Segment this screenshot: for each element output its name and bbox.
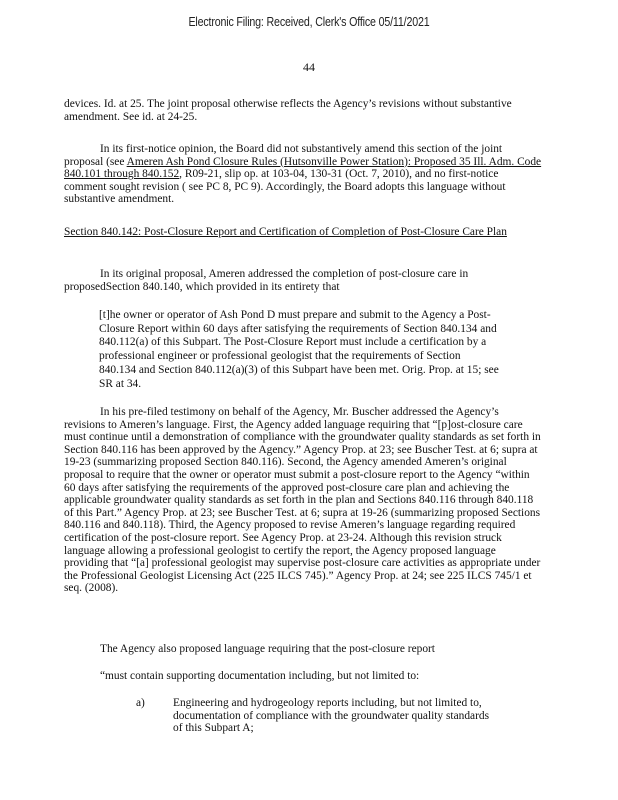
- section-heading: Section 840.142: Post-Closure Report and Certification of Completion of Post-Closure Care Plan: [64, 226, 507, 238]
- paragraph-continuation: devices. Id. at 25. The joint proposal otherwise reflects the Agency’s revisions without substantive amendment. See id. at 24-25.: [64, 98, 512, 123]
- case-citation: Ameren Ash Pond Closure Rules (Hutsonville Power Station): Proposed 35 Ill. Adm. Code 840.101 through 840.152: [64, 155, 542, 181]
- paragraph-agency-proposed: The Agency also proposed language requiring that the post-closure report: [100, 643, 435, 655]
- block-quote: [t]he owner or operator of Ash Pond D must prepare and submit to the Agency a Post-Closure Report within 60 days after satisfying the requirements of Section 840.134 and 840.112(a) of this Subpart. The Post-Closure Report must include a certification by a professional engineer or professional geologist that the requirements of Section 840.134 and Section 840.112(a)(3) of this Subpart have been met. Orig. Prop. at 15; see SR at 34.: [99, 309, 499, 390]
- electronic-filing-stamp: Electronic Filing: Received, Clerk's Office 05/11/2021: [188, 14, 430, 29]
- quote-lead-in: “must contain supporting documentation including, but not limited to:: [100, 670, 420, 682]
- paragraph-first-notice-tail: , R09-21, slip op. at 103-04, 130-31 (Oct. 7, 2010), and no first-notice comment sought revision ( see PC 8, PC 9). Accordingly, the Board adopts this language without substantive amendment.: [64, 168, 506, 206]
- list-item-label: a): [136, 697, 145, 709]
- page-number: 44: [303, 60, 315, 74]
- paragraph-first-notice-lead: In its first-notice opinion, the Board did not substantively amend this section of the joint proposal (see: [64, 143, 503, 168]
- paragraph-first-notice: [64, 143, 542, 206]
- paragraph-original-proposal: In its original proposal, Ameren addressed the completion of post-closure care in proposedSection 840.140, which provided in its entirety that: [64, 268, 469, 293]
- paragraph-agency-revisions: In his pre-filed testimony on behalf of the Agency, Mr. Buscher addressed the Agency’s revisions to Ameren’s language. First, the Agency added language requiring that “[p]ost-closure care must continue until a demonstration of compliance with the groundwater quality standards as set forth in Section 840.116 has been approved by the Agency.” Agency Prop. at 23; see Buscher Test. at 6; supra at 19-23 (summarizing proposed Section 840.116). Second, the Agency amended Ameren’s original proposal to require that the owner or operator must submit a post-closure report to the Agency “within 60 days after satisfying the requirements of the approved post-closure care plan and achieving the applicable groundwater quality standards as set forth in the plan and Sections 840.116 through 840.118 of this Part.” Agency Prop. at 23; see Buscher Test. at 6; supra at 19-26 (summarizing proposed Sections 840.116 and 840.118). Third, the Agency proposed to revise Ameren’s language regarding required certification of the post-closure report. See Agency Prop. at 23-24. Although this revision struck language allowing a professional geologist to certify the report, the Agency proposed language providing that “[a] professional geologist may supervise post-closure care activities as appropriate under the Professional Geologist Licensing Act (225 ILCS 745).” Agency Prop. at 24; see 225 ILCS 745/1 et seq. (2008).: [64, 406, 541, 595]
- list-item-text: Engineering and hydrogeology reports including, but not limited to, documentation of compliance with the groundwater quality standards of this Subpart A;: [173, 697, 490, 735]
